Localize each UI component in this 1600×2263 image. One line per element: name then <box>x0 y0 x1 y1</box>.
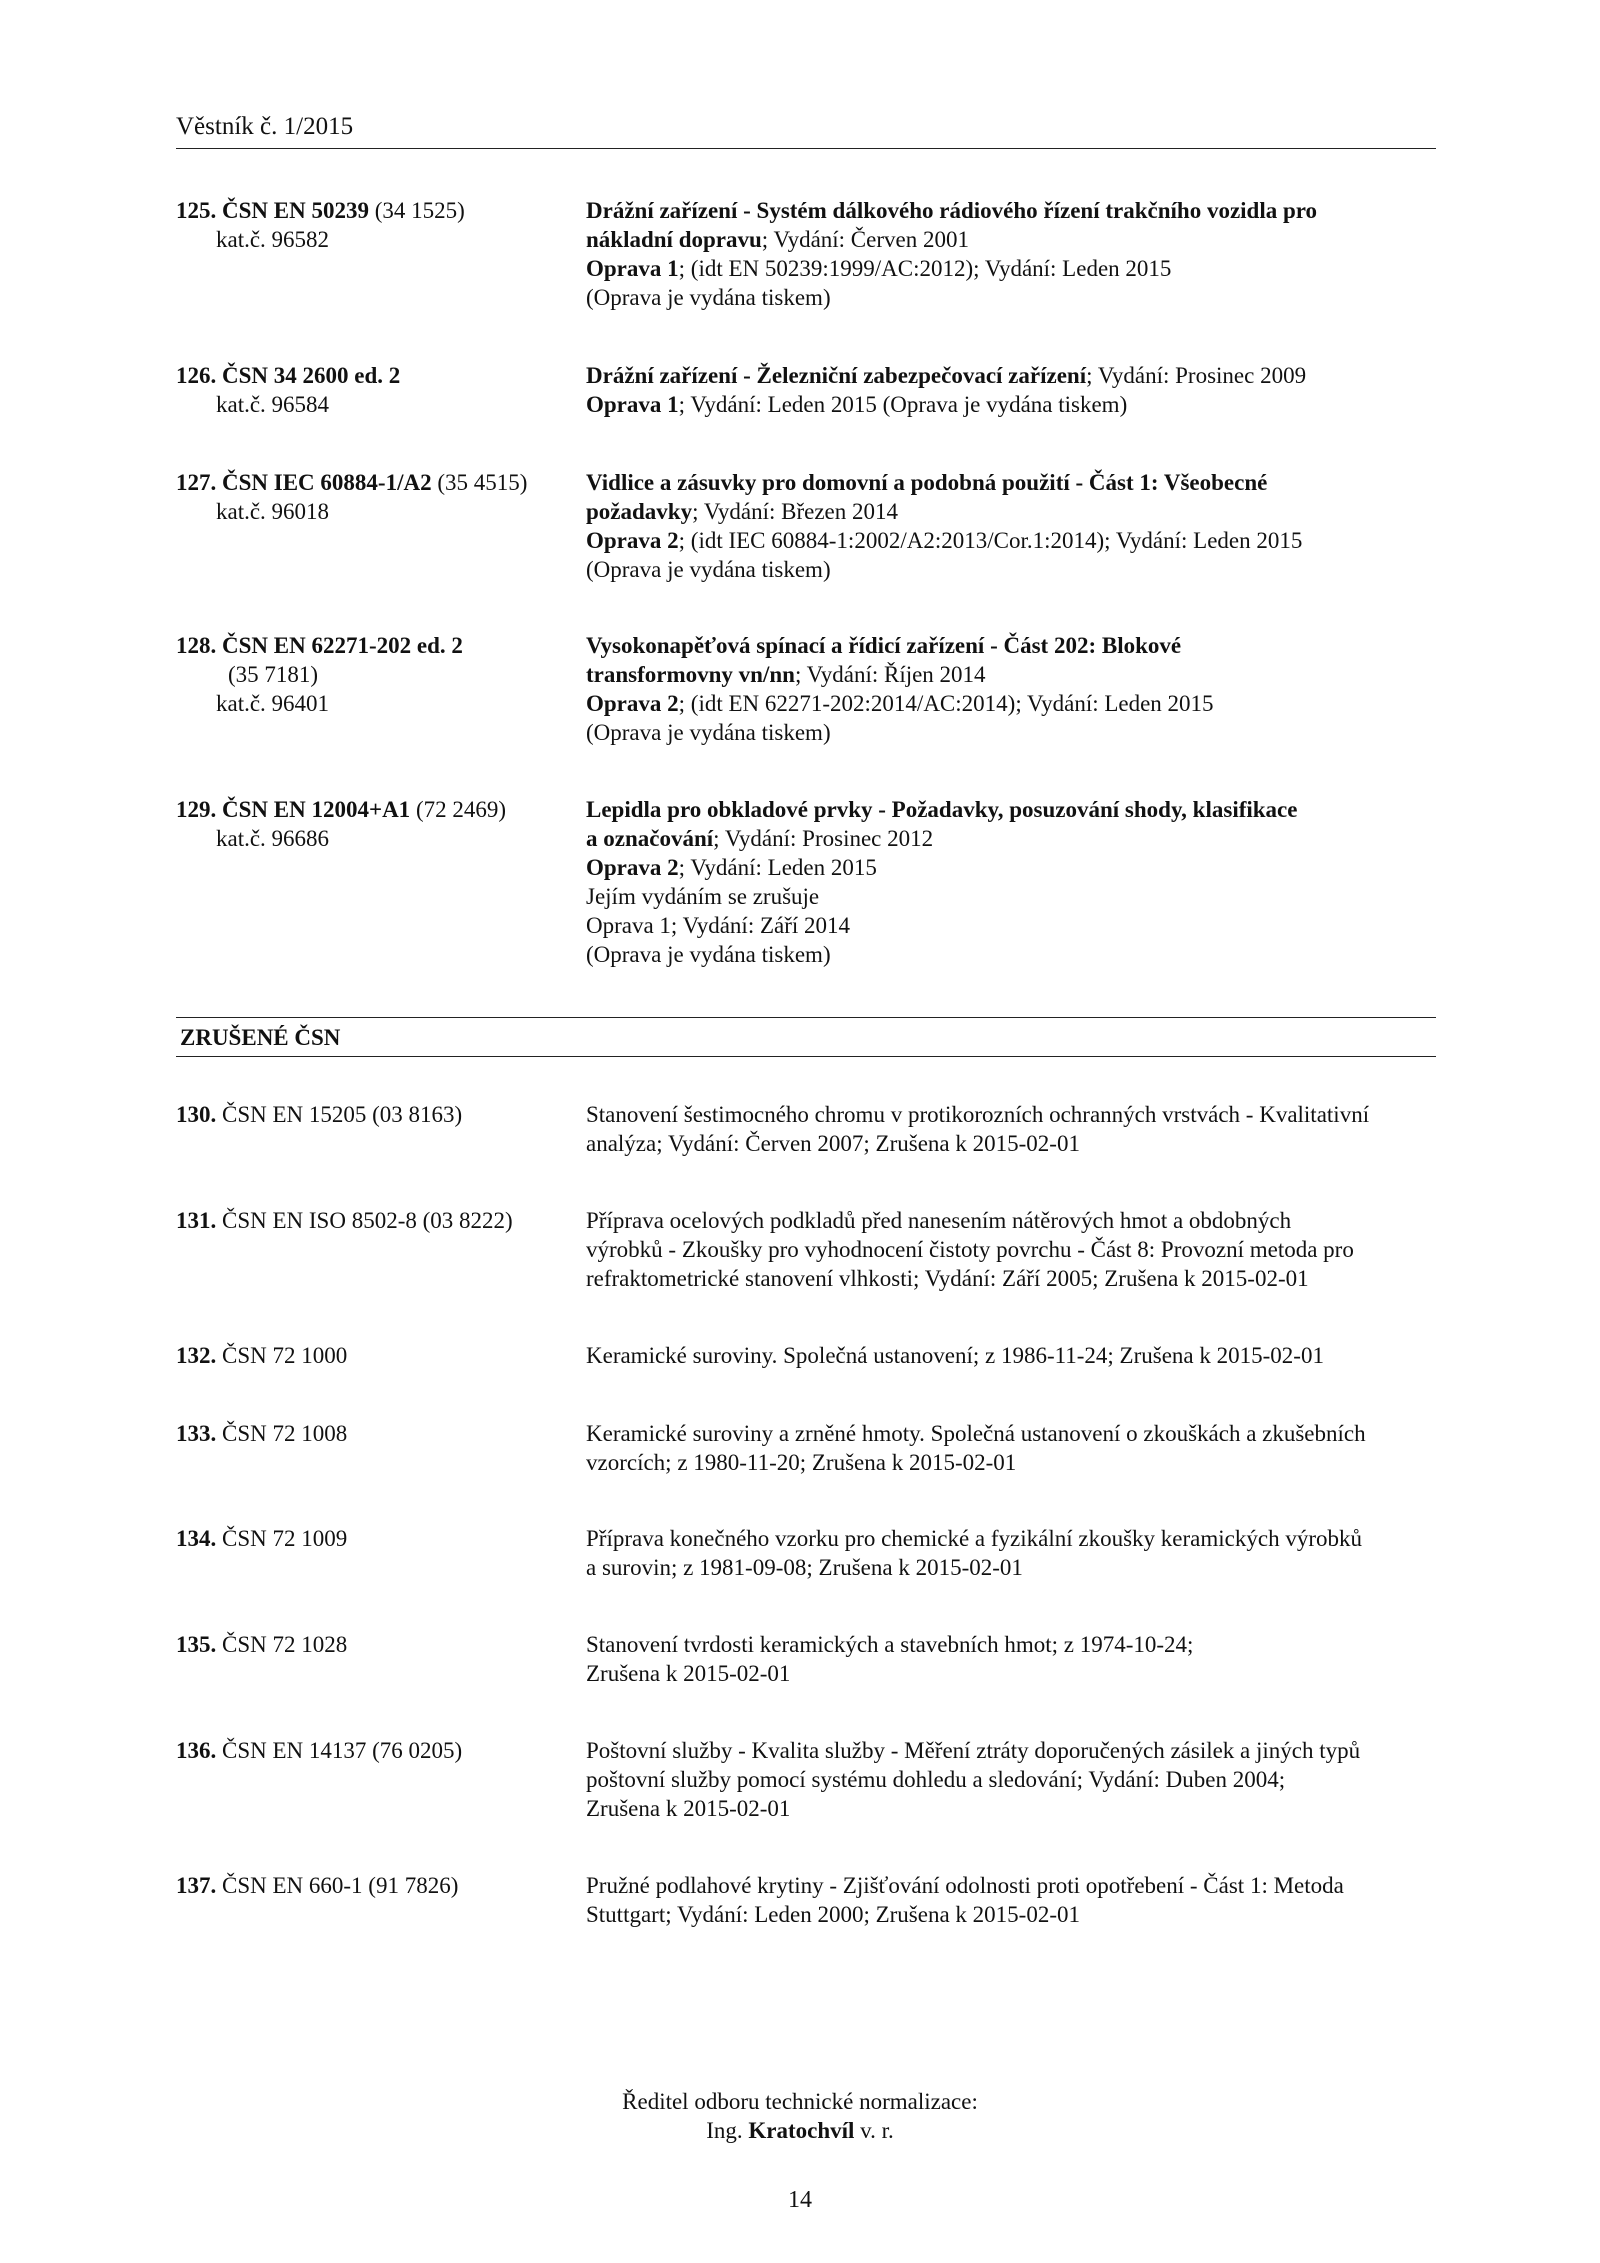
entry-code-column: 127. ČSN IEC 60884-1/A2 (35 4515) kat.č. 96018 <box>176 468 576 526</box>
entry-number: 126. <box>176 363 217 388</box>
entry-description: Drážní zařízení - Systém dálkového rádiového řízení trakčního vozidla pro nákladní dopravu; Vydání: Červen 2001 Oprava 1; (idt EN 50239:1999/AC:2012); Vydání: Leden 2015 (Oprava je vydána tiskem) <box>586 198 1318 310</box>
entry-description: Keramické suroviny a zrněné hmoty. Společná ustanovení o zkouškách a zkušebních vzorcích; z 1980-11-20; Zrušena k 2015-02-01 <box>586 1421 1366 1475</box>
page-number: 14 <box>788 2187 812 2213</box>
entry-number: 129. <box>176 797 217 822</box>
standard-code: ČSN IEC 60884-1/A2 <box>222 470 432 495</box>
standard-code: ČSN 72 1008 <box>216 1421 348 1446</box>
standard-code: ČSN 72 1009 <box>216 1526 348 1551</box>
entry-number: 125. <box>176 198 217 223</box>
standard-code: ČSN EN 50239 <box>222 198 369 223</box>
entry-description: Poštovní služby - Kvalita služby - Měření ztráty doporučených zásilek a jiných typů poštovní služby pomocí systému dohledu a sledování; Vydání: Duben 2004; Zrušena k 2015-02-01 <box>586 1738 1361 1821</box>
standard-code: ČSN EN 12004+A1 <box>222 797 411 822</box>
entry-description: Drážní zařízení - Železniční zabezpečovací zařízení; Vydání: Prosinec 2009 Oprava 1; Vydání: Leden 2015 (Oprava je vydána tiskem) <box>586 363 1307 417</box>
entry-description: Vysokonapěťová spínací a řídicí zařízení - Část 202: Blokové transformovny vn/nn; Vydání: Říjen 2014 Oprava 2; (idt EN 62271-202:2014/AC:2014); Vydání: Leden 2015 (Oprava je vydána tiskem) <box>586 633 1214 745</box>
entry-number: 133. <box>176 1421 217 1446</box>
page-header <box>176 112 1436 149</box>
entry-number: 136. <box>176 1738 217 1763</box>
entry-description: Příprava konečného vzorku pro chemické a fyzikální zkoušky keramických výrobků a surovin; z 1981-09-08; Zrušena k 2015-02-01 <box>586 1526 1362 1580</box>
signature-title: Ředitel odboru technické normalizace: <box>622 2089 978 2114</box>
standard-code: ČSN EN 15205 (03 8163) <box>216 1102 463 1127</box>
entry-code-column <box>176 631 576 718</box>
standard-code: ČSN 72 1000 <box>216 1343 348 1368</box>
standard-code: ČSN EN 14137 (76 0205) <box>216 1738 463 1763</box>
entry-number: 135. <box>176 1632 217 1657</box>
signature-name: Ing. Kratochvíl v. r. <box>706 2118 894 2143</box>
entry-description: Lepidla pro obkladové prvky - Požadavky, posuzování shody, klasifikace a označování; Vydání: Prosinec 2012 Oprava 2; Vydání: Leden 2015 Jejím vydáním se zrušuje Oprava 1; Vydání: Září 2014 (Oprava je vydána tiskem) <box>586 797 1298 967</box>
catalog-number: kat.č. 96584 <box>216 392 330 417</box>
entry-description: Stanovení tvrdosti keramických a stavebních hmot; z 1974-10-24; Zrušena k 2015-02-01 <box>586 1632 1194 1686</box>
standard-code: ČSN 34 2600 ed. 2 <box>222 363 401 388</box>
standard-code: ČSN EN ISO 8502-8 (03 8222) <box>216 1208 513 1233</box>
section-title: ZRUŠENÉ ČSN <box>180 1025 341 1050</box>
standard-code: ČSN 72 1028 <box>216 1632 348 1657</box>
entry-code-column: 125. ČSN EN 50239 (34 1525) kat.č. 96582 <box>176 196 576 254</box>
entry-number: 130. <box>176 1102 217 1127</box>
entry-description: Stanovení šestimocného chromu v protikorozních ochranných vrstvách - Kvalitativní analýza; Vydání: Červen 2007; Zrušena k 2015-02-01 <box>586 1102 1370 1156</box>
classification-number: (35 7181) <box>228 662 319 687</box>
entry-number: 128. <box>176 633 217 658</box>
section-heading <box>176 1017 1436 1057</box>
entry-number: 134. <box>176 1526 217 1551</box>
entry-description: Keramické suroviny. Společná ustanovení; z 1986-11-24; Zrušena k 2015-02-01 <box>586 1343 1324 1368</box>
entry-code-column: 129. ČSN EN 12004+A1 (72 2469) kat.č. 96686 <box>176 795 576 853</box>
standard-code: ČSN EN 660-1 (91 7826) <box>216 1873 459 1898</box>
catalog-number: kat.č. 96582 <box>216 227 330 252</box>
catalog-number: kat.č. 96401 <box>216 691 330 716</box>
entry-number: 127. <box>176 470 217 495</box>
catalog-number: kat.č. 96018 <box>216 499 330 524</box>
entry-description: Pružné podlahové krytiny - Zjišťování odolnosti proti opotřebení - Část 1: Metoda Stuttgart; Vydání: Leden 2000; Zrušena k 2015-02-01 <box>586 1873 1344 1927</box>
journal-title: Věstník č. 1/2015 <box>176 113 354 140</box>
standard-code: ČSN EN 62271-202 ed. 2 <box>222 633 463 658</box>
entry-description: Příprava ocelových podkladů před nanesením nátěrových hmot a obdobných výrobků - Zkoušky pro vyhodnocení čistoty povrchu - Část 8: Provozní metoda pro refraktometrické stanovení vlhkosti; Vydání: Září 2005; Zrušena k 2015-02-01 <box>586 1208 1354 1291</box>
entry-description: Vidlice a zásuvky pro domovní a podobná použití - Část 1: Všeobecné požadavky; Vydání: Březen 2014 Oprava 2; (idt IEC 60884-1:2002/A2:2013/Cor.1:2014); Vydání: Leden 2015 (Oprava je vydána tiskem) <box>586 470 1303 582</box>
entry-number: 131. <box>176 1208 217 1233</box>
entry-number: 137. <box>176 1873 217 1898</box>
catalog-number: kat.č. 96686 <box>216 826 330 851</box>
entry-code-column <box>176 361 576 419</box>
entry-number: 132. <box>176 1343 217 1368</box>
